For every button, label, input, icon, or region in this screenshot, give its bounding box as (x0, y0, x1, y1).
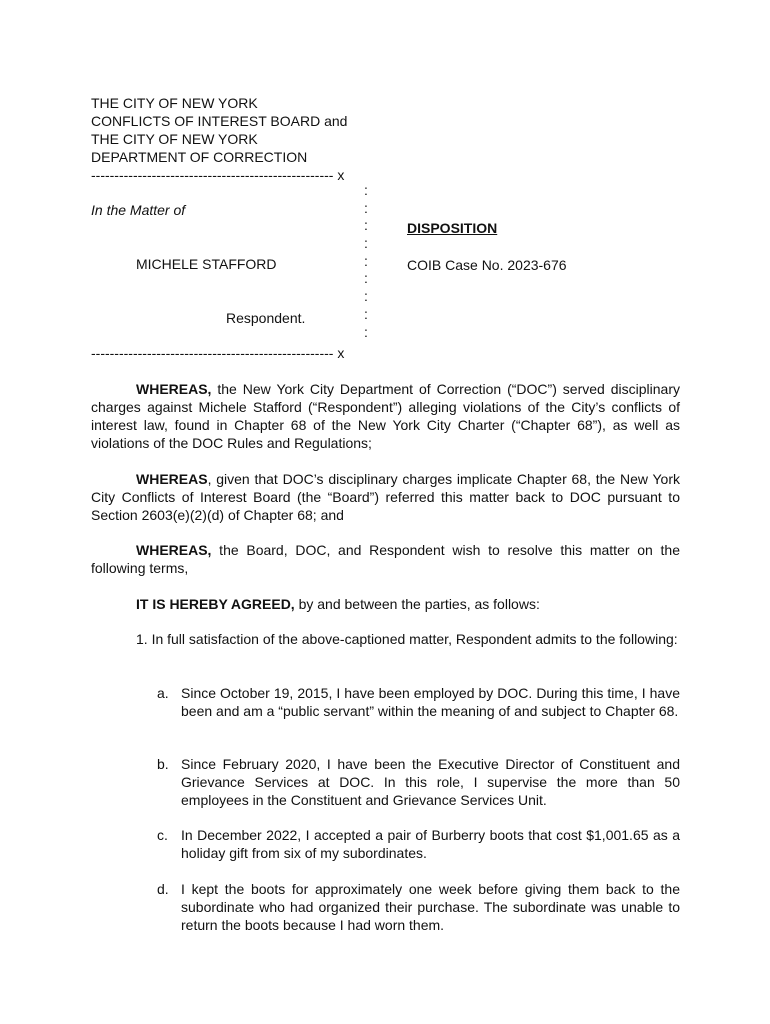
whereas-paragraph-2: WHEREAS, given that DOC’s disciplinary charges implicate Chapter 68, the New York City Conflicts of Interest Board (the “Board”) referred this matter back to DOC pursuant to Section 2603(e)(2)(d) of Chapter 68; and (91, 471, 680, 523)
caption-line-4: DEPARTMENT OF CORRECTION (91, 149, 308, 165)
respondent-label: Respondent. (226, 310, 306, 326)
admission-item-a (157, 684, 680, 720)
caption-divider-bottom: ---------------------------------------------------- x (91, 345, 345, 361)
whereas-keyword: WHEREAS, (136, 381, 212, 397)
admission-text: Since February 2020, I have been the Executive Director of Constituent and Grievance Services at DOC. In this role, I supervise the more than 50 employees in the Constituent and Grievance Services Unit. (181, 756, 680, 808)
admission-item-c (157, 826, 680, 862)
admission-intro-paragraph: 1. In full satisfaction of the above-captioned matter, Respondent admits to the following: (136, 631, 678, 647)
caption-line-3: THE CITY OF NEW YORK (91, 131, 258, 147)
whereas-paragraph-1: WHEREAS, the New York City Department of Correction (“DOC”) served disciplinary charges against Michele Stafford (“Respondent”) alleging violations of the City’s conflicts of interest law, found in Chapter 68 of the New York City Charter (“Chapter 68”), as well as violations of the DOC Rules and Regulations; (91, 381, 680, 451)
respondent-name: MICHELE STAFFORD (136, 256, 277, 272)
colon: : (364, 288, 368, 305)
caption-line-2: CONFLICTS OF INTEREST BOARD and (91, 113, 348, 129)
colon: : (364, 305, 368, 322)
caption-colon-column (361, 182, 371, 341)
caption-line-1: THE CITY OF NEW YORK (91, 95, 258, 111)
admission-item-d (157, 880, 680, 934)
colon: : (364, 323, 368, 340)
colon: : (364, 182, 368, 198)
whereas-keyword: WHEREAS, (136, 542, 212, 558)
colon: : (364, 270, 368, 287)
admission-label: a. (157, 685, 169, 701)
agreement-keyword: IT IS HEREBY AGREED, (136, 596, 295, 612)
admission-text: I kept the boots for approximately one week before giving them back to the subordinate who had organized their purchase. The subordinate was unable to return the boots because I had worn them. (181, 881, 680, 933)
document-title: DISPOSITION (407, 220, 498, 236)
whereas-keyword: WHEREAS (136, 471, 208, 487)
colon: : (364, 199, 368, 216)
whereas-paragraph-3: WHEREAS, the Board, DOC, and Respondent wish to resolve this matter on the following terms, (91, 542, 680, 576)
admission-item-b (157, 755, 680, 809)
admission-label: c. (157, 827, 168, 843)
admission-text: Since October 19, 2015, I have been employed by DOC. During this time, I have been and am a “public servant” within the meaning of and subject to Chapter 68. (181, 685, 680, 719)
agreement-paragraph: IT IS HEREBY AGREED, by and between the parties, as follows: (136, 596, 540, 612)
colon: : (364, 252, 368, 269)
case-number: COIB Case No. 2023-676 (407, 257, 567, 273)
colon: : (364, 217, 368, 234)
admission-label: d. (157, 881, 169, 897)
in-the-matter-of: In the Matter of (91, 202, 186, 218)
admission-text: In December 2022, I accepted a pair of Burberry boots that cost $1,001.65 as a holiday gift from six of my subordinates. (181, 827, 680, 861)
caption-divider-top: ---------------------------------------------------- x (91, 167, 345, 183)
admission-label: b. (157, 756, 169, 772)
colon: : (364, 235, 368, 252)
